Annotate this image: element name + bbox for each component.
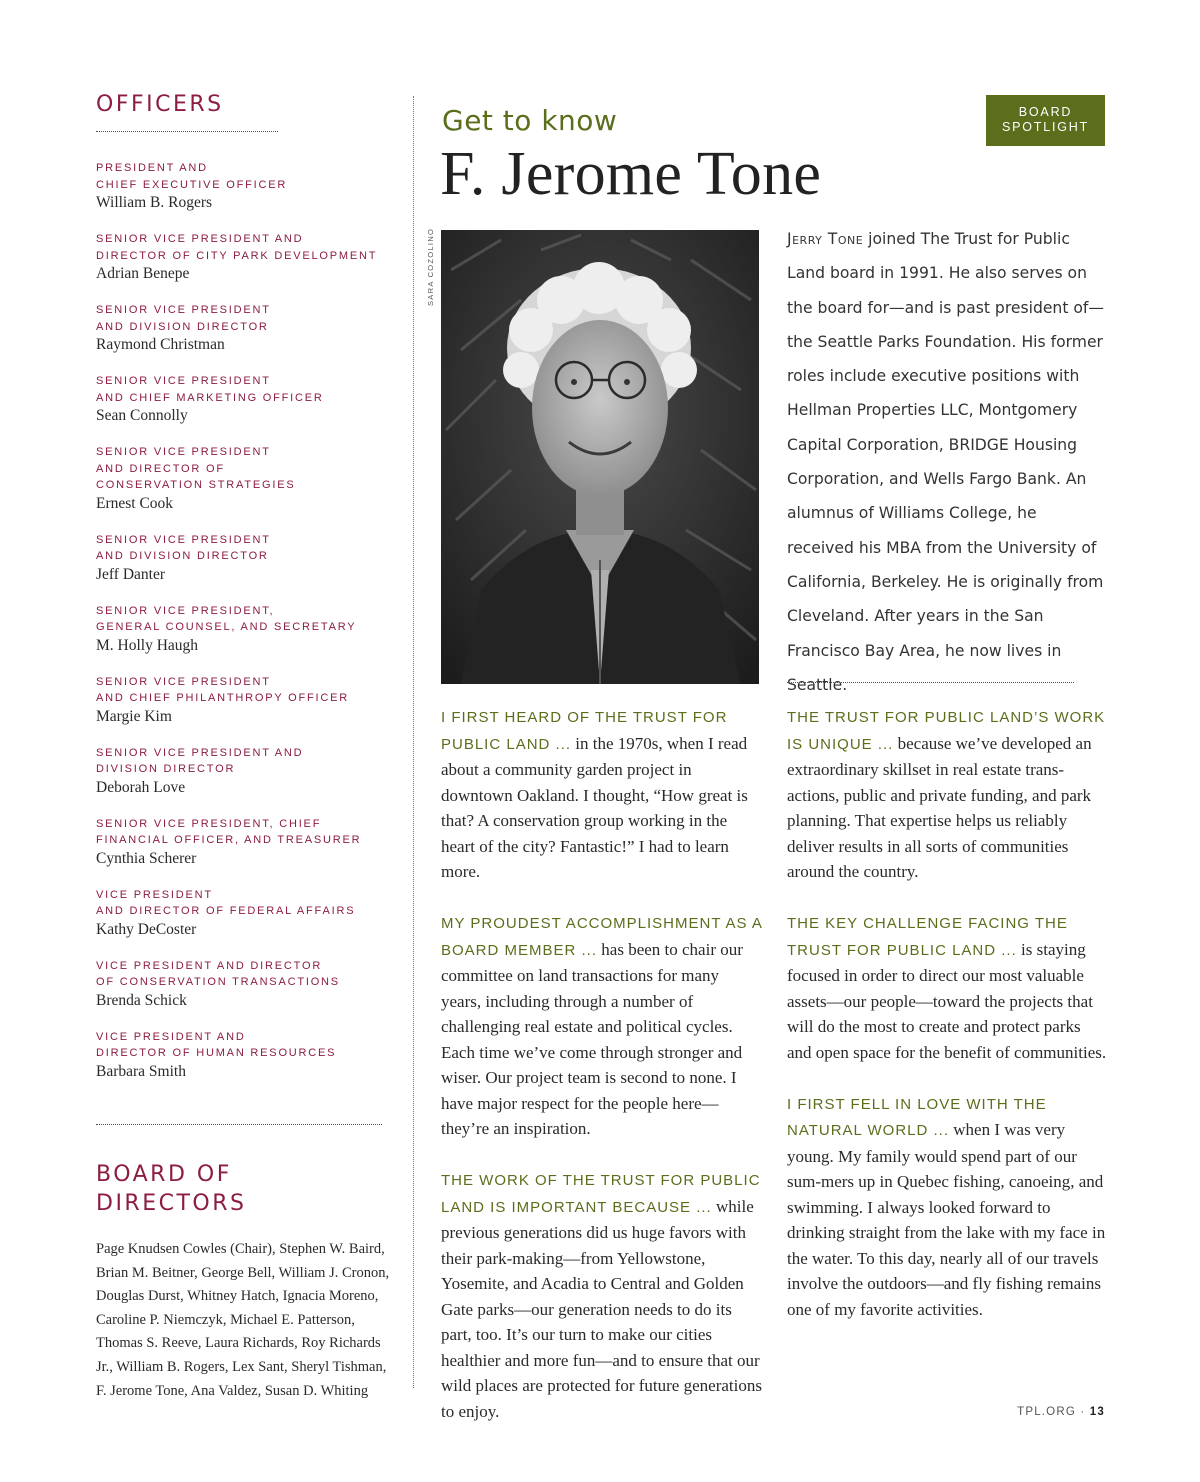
- officer-entry: [96, 160, 396, 212]
- kicker-text: Get to know: [442, 104, 618, 137]
- qa-lead: MY PROUDEST ACCOMPLISHMENT AS A BOARD MEMBER ...: [441, 915, 763, 959]
- officer-title: SENIOR VICE PRESIDENT AND DIVISION DIRECTOR: [96, 746, 304, 775]
- officer-entry: [96, 887, 396, 939]
- qa-lead: I FIRST FELL IN LOVE WITH THE NATURAL WORLD ...: [787, 1095, 1047, 1139]
- officer-name: Kathy DeCoster: [96, 920, 197, 938]
- officer-title: SENIOR VICE PRESIDENT AND DIVISION DIRECTOR: [96, 533, 271, 562]
- bio-lead-name: Jerry Tone: [787, 230, 864, 248]
- bio-divider: [787, 682, 1074, 683]
- officer-name: Ernest Cook: [96, 494, 174, 512]
- qa-lead: THE TRUST FOR PUBLIC LAND’S WORK IS UNIQUE ...: [787, 709, 1106, 753]
- officer-entry: [96, 373, 396, 425]
- officer-name: Adrian Benepe: [96, 265, 190, 282]
- page-title: F. Jerome Tone: [440, 140, 822, 208]
- board-heading-line1: BOARD OF: [96, 1162, 232, 1187]
- officer-name: M. Holly Haugh: [96, 636, 199, 654]
- officer-name: William B. Rogers: [96, 194, 213, 211]
- footer-site-link[interactable]: TPL.ORG ·: [1017, 1406, 1090, 1418]
- officer-title: VICE PRESIDENT AND DIRECTOR OF FEDERAL AFFAIRS: [96, 888, 356, 917]
- officer-name: Brenda Schick: [96, 991, 187, 1009]
- qa-answer: while previous generations did us huge favors with their park-making—from Yellowstone, Yosemite, and Acadia to Central and Golden Gate parks—our generation needs to do its part, too. It’s our turn to make our cities healthier and more fun—and to ensure that our wild places are protected for future generations to enjoy.: [441, 1196, 762, 1421]
- officer-entry: [96, 444, 396, 513]
- officer-title: PRESIDENT AND CHIEF EXECUTIVE OFFICER: [96, 162, 288, 191]
- officers-heading: OFFICERS: [96, 92, 224, 117]
- bio-paragraph: [787, 222, 1105, 702]
- officer-entry: [96, 674, 396, 726]
- portrait-illustration: [441, 230, 759, 684]
- officer-title: SENIOR VICE PRESIDENT AND CHIEF MARKETING OFFICER: [96, 375, 324, 404]
- officer-name: Jeff Danter: [96, 565, 166, 583]
- officers-list: [96, 160, 396, 1081]
- qa-answer: in the 1970s, when I read about a community garden project in downtown Oakland. I thought, “How great is that? A conservation group working in the heart of the city? Fantastic!” I had to learn more.: [441, 733, 748, 881]
- officer-title: SENIOR VICE PRESIDENT, CHIEF FINANCIAL OFFICER, AND TREASURER: [96, 817, 362, 846]
- page-number: 13: [1089, 1406, 1105, 1418]
- board-spotlight-badge: BOARD SPOTLIGHT: [986, 95, 1105, 146]
- officer-entry: [96, 816, 396, 868]
- qa-item: [787, 1091, 1109, 1323]
- officer-entry: [96, 1029, 396, 1081]
- officer-name: Sean Connolly: [96, 407, 188, 424]
- officer-title: SENIOR VICE PRESIDENT AND DIRECTOR OF CONSERVATION STRATEGIES: [96, 446, 296, 491]
- board-of-directors: [96, 1160, 396, 1403]
- officer-name: Barbara Smith: [96, 1062, 186, 1080]
- officer-title: SENIOR VICE PRESIDENT AND DIVISION DIRECTOR: [96, 304, 271, 333]
- column-divider: [413, 96, 414, 1388]
- officers-sidebar: [96, 90, 396, 1100]
- officer-title: VICE PRESIDENT AND DIRECTOR OF HUMAN RESOURCES: [96, 1030, 337, 1059]
- qa-answer: is staying focused in order to direct our most valuable assets—our people—toward the projects that will do the most to create and protect parks and open space for the benefit of communities.: [787, 939, 1107, 1062]
- officer-title: SENIOR VICE PRESIDENT AND CHIEF PHILANTHROPY OFFICER: [96, 675, 350, 704]
- qa-lead: I FIRST HEARD OF THE TRUST FOR PUBLIC LAND ...: [441, 709, 728, 753]
- qa-answer: when I was very young. My family would spend part of our sum-mers up in Quebec fishing, canoeing, and swimming. I always looked forward to drinking straight from the lake with my face in the water. To this day, nearly all of our travels involve the outdoors—and fly fishing remains one of my favorite activities.: [787, 1120, 1106, 1319]
- qa-item: [787, 704, 1109, 885]
- officer-name: Cynthia Scherer: [96, 849, 197, 867]
- qa-item: [441, 704, 763, 885]
- photo-credit: SARA COZOLINO: [426, 227, 435, 306]
- qa-lead: THE KEY CHALLENGE FACING THE TRUST FOR PUBLIC LAND ...: [787, 915, 1068, 959]
- officer-entry: [96, 603, 396, 655]
- qa-item: [441, 910, 763, 1142]
- officer-entry: [96, 745, 396, 797]
- board-heading-line2: DIRECTORS: [96, 1191, 247, 1216]
- officer-title: SENIOR VICE PRESIDENT, GENERAL COUNSEL, AND SECRETARY: [96, 604, 357, 633]
- officer-name: Deborah Love: [96, 778, 186, 796]
- officer-name: Margie Kim: [96, 707, 172, 725]
- page-footer: [1000, 1406, 1105, 1418]
- officer-title: VICE PRESIDENT AND DIRECTOR OF CONSERVATION TRANSACTIONS: [96, 959, 340, 988]
- qa-column-right: [787, 704, 1109, 1348]
- qa-answer: because we’ve developed an extraordinary skillset in real estate trans-actions, public and private funding, and park planning. That expertise helps us reliably deliver results in all sorts of communities around the country.: [787, 733, 1092, 881]
- officers-divider: [96, 131, 278, 132]
- qa-answer: has been to chair our committee on land transactions for many years, including through a number of challenging real estate and political cycles. Each time we’ve come through stronger and wiser. Our project team is second to none. I have major respect for the people here—they’re an inspiration.: [441, 939, 743, 1138]
- portrait-photo: [441, 230, 759, 684]
- qa-column-left: [441, 704, 763, 1450]
- qa-item: [787, 910, 1109, 1065]
- officer-entry: [96, 302, 396, 354]
- officer-entry: [96, 958, 396, 1010]
- officer-entry: [96, 231, 396, 283]
- board-members-list: Page Knudsen Cowles (Chair), Stephen W. Baird, Brian M. Beitner, George Bell, William J. Cronon, Douglas Durst, Whitney Hatch, Ignacia Moreno, Caroline P. Niemczyk, Michael E. Patterson, Thomas S. Reeve, Laura Richards, Roy Richards Jr., William B. Rogers, Lex Sant, Sheryl Tishman, F. Jerome Tone, Ana Valdez, Susan D. Whiting: [96, 1241, 390, 1399]
- qa-lead: THE WORK OF THE TRUST FOR PUBLIC LAND IS IMPORTANT BECAUSE ...: [441, 1172, 761, 1216]
- officer-title: SENIOR VICE PRESIDENT AND DIRECTOR OF CITY PARK DEVELOPMENT: [96, 233, 378, 262]
- qa-item: [441, 1167, 763, 1424]
- bio-text: joined The Trust for Public Land board in 1991. He also serves on the board for—and is past president of—the Seattle Parks Foundation. His former roles include executive positions with Hellman Properties LLC, Montgomery Capital Corporation, BRIDGE Housing Corporation, and Wells Fargo Bank. An alumnus of Williams College, he received his MBA from the University of California, Berkeley. He is originally from Cleveland. After years in the San Francisco Bay Area, he now lives in Seattle.: [787, 230, 1105, 694]
- officer-entry: [96, 532, 396, 584]
- sidebar-divider: [96, 1124, 382, 1125]
- board-heading: [96, 1160, 396, 1218]
- officer-name: Raymond Christman: [96, 336, 225, 353]
